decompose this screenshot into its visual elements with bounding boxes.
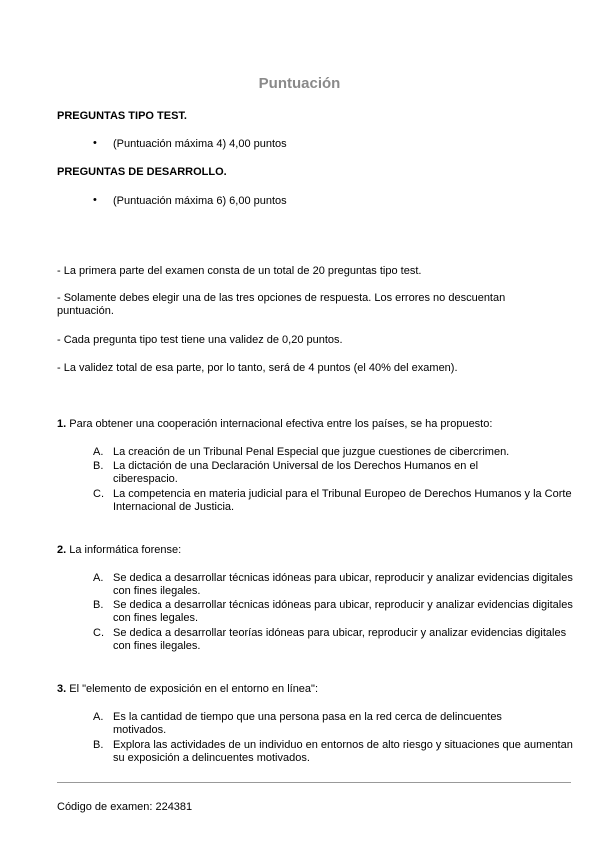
question-text: La informática forense: <box>69 544 182 556</box>
option-letter: C. <box>93 627 104 639</box>
question-number: 1. <box>57 418 67 430</box>
note-line: - Solamente debes elegir una de las tres opciones de respuesta. Los errores no descuentan puntuación. <box>57 292 506 317</box>
question-2-option-a <box>93 572 573 598</box>
option-text: Se dedica a desarrollar técnicas idóneas para ubicar, reproducir y analizar evidencias digitales con fines legales. <box>113 599 573 624</box>
option-text: La dictación de una Declaración Universal de los Derechos Humanos en el ciberespacio. <box>113 460 479 485</box>
option-letter: C. <box>93 488 104 500</box>
bullet-icon: • <box>93 194 97 206</box>
question-2-option-b <box>93 599 573 625</box>
question-1-option-a <box>93 446 573 459</box>
option-text: La competencia en materia judicial para el Tribunal Europeo de Derechos Humanos y la Corte Internacional de Justicia. <box>113 488 572 513</box>
exam-code: Código de examen: 224381 <box>57 801 193 813</box>
note-line: - La primera parte del examen consta de un total de 20 preguntas tipo test. <box>57 265 422 277</box>
question-text: El "elemento de exposición en el entorno en línea": <box>69 683 319 695</box>
question-3-option-b <box>93 739 573 765</box>
option-text: La creación de un Tribunal Penal Especial que juzgue cuestiones de cibercrimen. <box>113 446 510 458</box>
option-letter: B. <box>93 599 104 611</box>
option-letter: A. <box>93 711 104 723</box>
footer-divider <box>57 782 571 783</box>
question-1-option-c <box>93 488 573 514</box>
question-1-option-b <box>93 460 573 486</box>
option-letter: A. <box>93 572 104 584</box>
bullet-text: (Puntuación máxima 6) 6,00 puntos <box>113 195 287 207</box>
note-line: - Cada pregunta tipo test tiene una validez de 0,20 puntos. <box>57 334 343 346</box>
bullet-icon: • <box>93 137 97 149</box>
page-title: Puntuación <box>258 75 341 92</box>
question-text: Para obtener una cooperación internacional efectiva entre los países, se ha propuesto: <box>69 418 493 430</box>
option-text: Se dedica a desarrollar teorías idóneas para ubicar, reproducir y analizar evidencias digitales con fines ilegales. <box>113 627 567 652</box>
question-2-option-c <box>93 627 573 653</box>
section-heading-test: PREGUNTAS TIPO TEST. <box>57 110 187 122</box>
question-3 <box>57 683 318 695</box>
option-letter: A. <box>93 446 104 458</box>
section-heading-desarrollo: PREGUNTAS DE DESARROLLO. <box>57 166 227 178</box>
question-1 <box>57 418 492 430</box>
option-letter: B. <box>93 739 104 751</box>
question-number: 2. <box>57 544 67 556</box>
question-2 <box>57 544 181 556</box>
note-line: - La validez total de esa parte, por lo tanto, será de 4 puntos (el 40% del examen). <box>57 362 458 374</box>
option-text: Se dedica a desarrollar técnicas idóneas para ubicar, reproducir y analizar evidencias digitales con fines ilegales. <box>113 572 573 597</box>
option-letter: B. <box>93 460 104 472</box>
option-text: Es la cantidad de tiempo que una persona pasa en la red cerca de delincuentes motivados. <box>113 711 502 736</box>
question-3-option-a <box>93 711 573 737</box>
question-number: 3. <box>57 683 67 695</box>
option-text: Explora las actividades de un individuo en entornos de alto riesgo y situaciones que aumentan su exposición a delincuentes motivados. <box>113 739 573 764</box>
bullet-text: (Puntuación máxima 4) 4,00 puntos <box>113 138 287 150</box>
